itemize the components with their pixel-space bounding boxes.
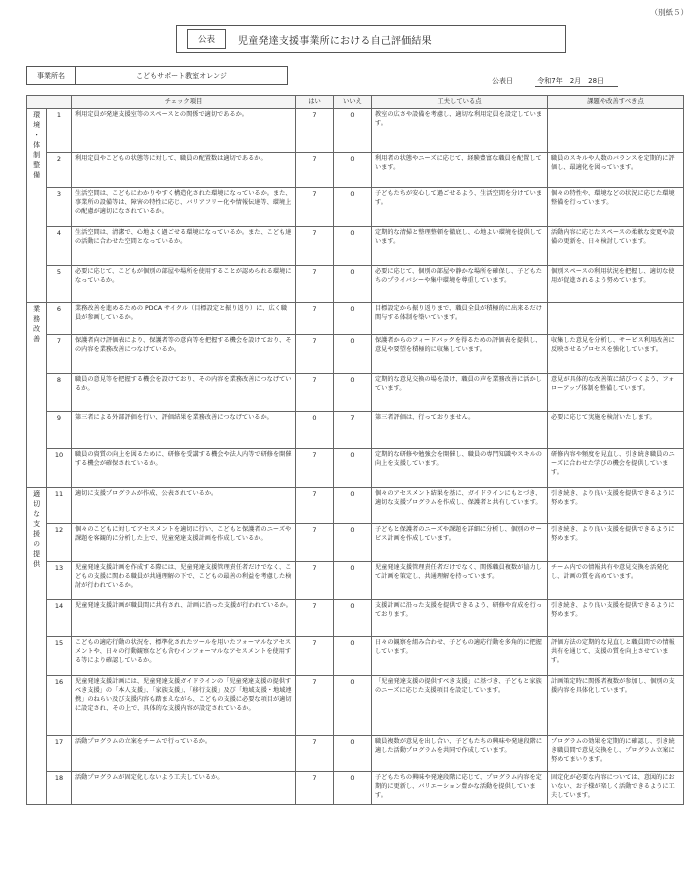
effort-text: 職員複数が意見を出し合い、子どもたちの興味や発達段階に適した活動プログラムを共同で作成しています。 [372, 736, 548, 772]
no-count: 7 [334, 412, 372, 449]
no-count: 0 [334, 637, 372, 676]
effort-text: 目標設定から振り返りまで、職員全員が積極的に出来るだけ関与する体制を築いています。 [372, 303, 548, 335]
effort-text: 教室の広さや設備を考慮し、適切な利用定員を設定しています。 [372, 109, 548, 153]
row-number: 14 [47, 600, 72, 637]
yes-count: 7 [296, 449, 334, 488]
yes-count: 7 [296, 488, 334, 524]
effort-text: 日々の観察を組み合わせ、子どもの適応行動を多角的に把握しています。 [372, 637, 548, 676]
table-header-row [27, 96, 684, 109]
issue-text: 意見が具体的な改善策に結びつくよう、フォローアップ体制を整備しています。 [548, 374, 684, 412]
header-check-item: チェック項目 [72, 96, 296, 109]
yes-count: 7 [296, 303, 334, 335]
title-box [176, 25, 566, 53]
effort-text: 定期的な研修や勉強会を開催し、職員の専門知識やスキルの向上を支援しています。 [372, 449, 548, 488]
header-blank [27, 96, 72, 109]
row-number: 9 [47, 412, 72, 449]
category-label: 適切な支援の提供 [32, 490, 41, 570]
yes-count: 7 [296, 600, 334, 637]
row-number: 16 [47, 676, 72, 736]
check-item: 利用定員やこどもの状態等に対して、職員の配置数は適切であるか。 [72, 153, 296, 188]
no-count: 0 [334, 266, 372, 303]
no-count: 0 [334, 772, 372, 805]
check-item: 児童発達支援計画が職員間に共有され、計画に沿った支援が行われているか。 [72, 600, 296, 637]
effort-text: 保護者からのフィードバックを得るための評価表を提供し、意見や要望を積極的に収集しています。 [372, 335, 548, 374]
table-row [27, 772, 684, 805]
table-row [27, 524, 684, 562]
facility-label: 事業所名 [27, 67, 76, 84]
issue-text: 引き続き、より良い支援を提供できるように努めます。 [548, 600, 684, 637]
yes-count: 7 [296, 736, 334, 772]
table-row [27, 449, 684, 488]
check-item: 児童発達支援計画には、児童発達支援ガイドラインの「児童発達支援の提供すべき支援」の「本人支援」、「家族支援」、「移行支援」及び「地域支援・地域連携」のねらい及び支援内容も踏まえながら、こどもの支援に必要な項目が適切に設定され、その上で、具体的な支援内容が設定されているか。 [72, 676, 296, 736]
issue-text: プログラムの効果を定期的に確認し、引き続き職員間で意見交換をし、プログラム立案に努めてまいります。 [548, 736, 684, 772]
row-number: 13 [47, 562, 72, 600]
facility-value: こどもサポート教室オレンジ [136, 71, 227, 80]
no-count: 0 [334, 335, 372, 374]
category-environment [27, 109, 47, 303]
issue-text: 引き続き、より良い支援を提供できるように努めます。 [548, 524, 684, 562]
effort-text: 利用者の状態やニーズに応じて、経験豊富な職員を配置しています。 [372, 153, 548, 188]
effort-text: 定期的な意見交換の場を設け、職員の声を業務改善に活かしています。 [372, 374, 548, 412]
no-count: 0 [334, 449, 372, 488]
table-row [27, 562, 684, 600]
issue-text: 必要に応じて実施を検討いたします。 [548, 412, 684, 449]
yes-count: 7 [296, 676, 334, 736]
page-title: 児童発達支援事業所における自己評価結果 [238, 35, 432, 47]
effort-text: 支援計画に沿った支援を提供できるよう、研修や育成を行っております。 [372, 600, 548, 637]
check-item: 保護者向け評価表により、保護者等の意向等を把握する機会を設けており、その内容を業務改善につなげているか。 [72, 335, 296, 374]
issue-text: 引き続き、より良い支援を提供できるように努めます。 [548, 488, 684, 524]
issue-text: 評価方法の定期的な見直しと職員間での情報共有を通じて、支援の質を向上させています。 [548, 637, 684, 676]
category-label: 環境・体制整備 [32, 111, 41, 181]
issue-text [548, 109, 684, 153]
effort-text: 第三者評価は、行っておりません。 [372, 412, 548, 449]
row-number: 1 [47, 109, 72, 153]
check-item: 児童発達支援計画を作成する際には、児童発達支援管理責任者だけでなく、こどもの支援に関わる職員が共通理解の下で、こどもの最善の利益を考慮した検討が行われているか。 [72, 562, 296, 600]
check-item: 活動プログラムの立案をチームで行っているか。 [72, 736, 296, 772]
row-number: 12 [47, 524, 72, 562]
table-row [27, 488, 684, 524]
no-count: 0 [334, 736, 372, 772]
no-count: 0 [334, 488, 372, 524]
publish-date-label: 公表日 [492, 77, 513, 85]
check-item: 適切に支援プログラムが作成、公表されているか。 [72, 488, 296, 524]
table-row [27, 412, 684, 449]
issue-text [548, 303, 684, 335]
row-number: 2 [47, 153, 72, 188]
effort-text: 必要に応じて、個別の部屋や静かな場所を確保し、子どもたちのプライバシーや集中環境を尊重しています。 [372, 266, 548, 303]
row-number: 7 [47, 335, 72, 374]
row-number: 4 [47, 227, 72, 266]
no-count: 0 [334, 153, 372, 188]
no-count: 0 [334, 562, 372, 600]
check-item: 必要に応じて、こどもが個別の部屋や場所を使用することが認められる環境になっているか。 [72, 266, 296, 303]
issue-text: 収集した意見を分析し、サービス利用改善に反映させるプロセスを強化しています。 [548, 335, 684, 374]
yes-count: 7 [296, 374, 334, 412]
row-number: 17 [47, 736, 72, 772]
yes-count: 7 [296, 109, 334, 153]
header-no: いいえ [334, 96, 372, 109]
table-row [27, 637, 684, 676]
effort-text: 児童発達支援管理責任者だけでなく、関係職員複数が協力して計画を策定し、共通理解を持っています。 [372, 562, 548, 600]
check-item: 生活空間は、清潔で、心地よく過ごせる環境になっているか。また、こども達の活動に合わせた空間となっているか。 [72, 227, 296, 266]
evaluation-table [26, 95, 684, 805]
yes-count: 7 [296, 335, 334, 374]
row-number: 15 [47, 637, 72, 676]
table-row [27, 374, 684, 412]
check-item: 個々のこどもに対してアセスメントを適切に行い、こどもと保護者のニーズや課題を客観的に分析した上で、児童発達支援計画を作成しているか。 [72, 524, 296, 562]
category-support [27, 488, 47, 805]
check-item: 業務改善を進めるための PDCA サイクル（目標設定と振り返り）に、広く職員が参画しているか。 [72, 303, 296, 335]
publish-date [492, 76, 618, 87]
check-item: 職員の資質の向上を図るために、研修を受講する機会や法人内等で研修を開催する機会が確保されているか。 [72, 449, 296, 488]
effort-text: 「児童発達支援の提供すべき支援」に基づき、子どもと家族のニーズに応じた支援項目を設定しています。 [372, 676, 548, 736]
effort-text: 定期的な清掃と整理整頓を徹底し、心地よい環境を提供しています。 [372, 227, 548, 266]
no-count: 0 [334, 303, 372, 335]
no-count: 0 [334, 524, 372, 562]
header-issue: 課題や改善すべき点 [548, 96, 684, 109]
row-number: 8 [47, 374, 72, 412]
row-number: 3 [47, 188, 72, 227]
category-label: 業務改善 [32, 305, 41, 345]
effort-text: 子どもと保護者のニーズや課題を詳細に分析し、個別のサービス計画を作成しています。 [372, 524, 548, 562]
yes-count: 7 [296, 524, 334, 562]
publish-date-value: 令和7年 2月 28日 [535, 76, 618, 87]
check-item: 職員の意見等を把握する機会を設けており、その内容を業務改善につなげているか。 [72, 374, 296, 412]
category-operations [27, 303, 47, 488]
yes-count: 7 [296, 637, 334, 676]
check-item: 第三者による外部評価を行い、評価結果を業務改善につなげているか。 [72, 412, 296, 449]
table-row [27, 109, 684, 153]
table-row [27, 676, 684, 736]
effort-text: 個々のアセスメント結果を基に、ガイドラインにもとづき、適切な支援プログラムを作成し、保護者と共有しています。 [372, 488, 548, 524]
table-row [27, 227, 684, 266]
no-count: 0 [334, 227, 372, 266]
issue-text: 研修内容や頻度を見直し、引き続き職員のニーズに合わせた学びの機会を提供しています。 [548, 449, 684, 488]
header-effort: 工夫している点 [372, 96, 548, 109]
header-yes: はい [296, 96, 334, 109]
row-number: 18 [47, 772, 72, 805]
check-item: 利用定員が発達支援室等のスペースとの関係で適切であるか。 [72, 109, 296, 153]
check-item: 生活空間は、こどもにわかりやすく構造化された環境になっているか。また、事業所の設備等は、障害の特性に応じ、バリアフリー化や情報伝達等、環境上の配慮が適切になされているか。 [72, 188, 296, 227]
issue-text: 固定化が必要な内容については、意図的においない、お子様が楽しく活動できるように工夫しています。 [548, 772, 684, 805]
yes-count: 7 [296, 772, 334, 805]
no-count: 0 [334, 109, 372, 153]
table-row [27, 600, 684, 637]
table-row [27, 736, 684, 772]
yes-count: 0 [296, 412, 334, 449]
issue-text: 個別スペースの利用状況を把握し、適切な使用が促進されるよう努めています。 [548, 266, 684, 303]
facility-name-box [26, 66, 288, 85]
issue-text: 活動内容に応じたスペースの柔軟な変更や設備の更新を、日々検討しています。 [548, 227, 684, 266]
yes-count: 7 [296, 153, 334, 188]
row-number: 11 [47, 488, 72, 524]
table-row [27, 335, 684, 374]
yes-count: 7 [296, 188, 334, 227]
row-number: 5 [47, 266, 72, 303]
no-count: 0 [334, 188, 372, 227]
no-count: 0 [334, 374, 372, 412]
effort-text: 子どもたちの興味や発達段階に応じて、プログラム内容を定期的に更新し、バリエーション豊かな活動を提供しています。 [372, 772, 548, 805]
publication-tag: 公表 [187, 29, 226, 49]
table-row [27, 266, 684, 303]
issue-text: 計画策定時に関係者複数が参加し、個別の支援内容を具体化しています。 [548, 676, 684, 736]
row-number: 6 [47, 303, 72, 335]
no-count: 0 [334, 600, 372, 637]
row-number: 10 [47, 449, 72, 488]
yes-count: 7 [296, 227, 334, 266]
table-row [27, 153, 684, 188]
issue-text: チーム内での情報共有や意見交換を活発化し、計画の質を高めています。 [548, 562, 684, 600]
yes-count: 7 [296, 562, 334, 600]
yes-count: 7 [296, 266, 334, 303]
no-count: 0 [334, 676, 372, 736]
issue-text: 職員のスキルや人数のバランスを定期的に評価し、最適化を図っています。 [548, 153, 684, 188]
check-item: 活動プログラムが固定化しないよう工夫しているか。 [72, 772, 296, 805]
check-item: こどもの適応行動の状況を、標準化されたツールを用いたフォーマルなアセスメントや、日々の行動観察なども含むインフォーマルなアセスメントを使用する等により確認しているか。 [72, 637, 296, 676]
effort-text: 子どもたちが安心して過ごせるよう、生活空間を分けています。 [372, 188, 548, 227]
document-reference: （別紙５） [650, 8, 688, 17]
issue-text: 個々の特性や、環境などの状況に応じた環境整備を行っています。 [548, 188, 684, 227]
table-row [27, 188, 684, 227]
table-row [27, 303, 684, 335]
